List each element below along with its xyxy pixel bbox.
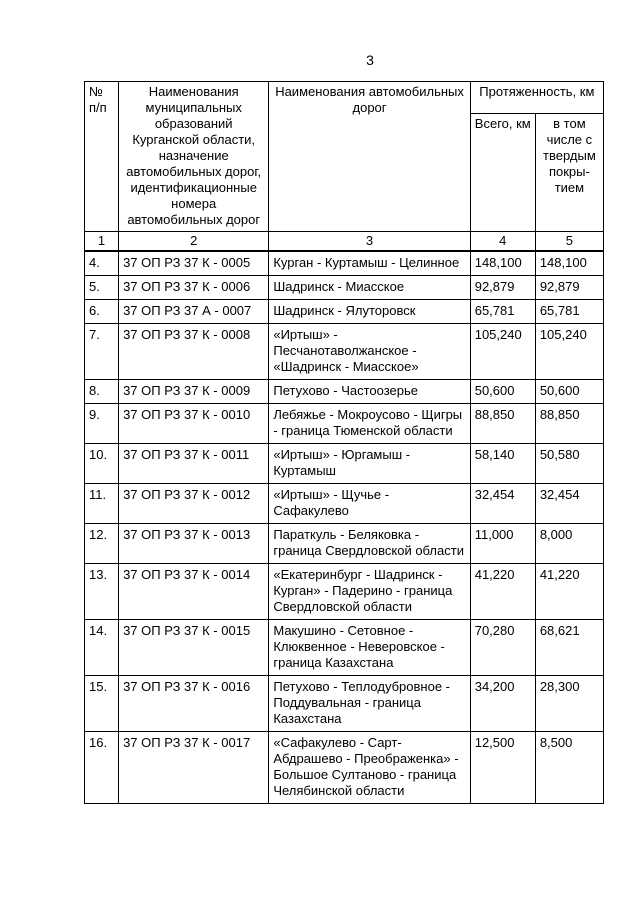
road-id: 37 ОП РЗ 37 А - 0007 — [119, 300, 269, 324]
road-name: «Иртыш» - Юргамыш - Куртамыш — [269, 444, 470, 484]
length-total: 11,000 — [470, 524, 535, 564]
row-num: 11. — [85, 484, 119, 524]
header-paved: в том числе с твердым покры-тием — [535, 114, 603, 232]
road-name: «Иртыш» - Песчанотаволжанское - «Шадринск - Миасское» — [269, 324, 470, 380]
length-total: 92,879 — [470, 276, 535, 300]
table-row — [85, 484, 604, 524]
length-total: 65,781 — [470, 300, 535, 324]
column-index: 5 — [535, 232, 603, 252]
length-total: 148,100 — [470, 251, 535, 276]
length-paved: 88,850 — [535, 404, 603, 444]
length-total: 41,220 — [470, 564, 535, 620]
header-num: № п/п — [85, 82, 119, 232]
row-num: 6. — [85, 300, 119, 324]
length-total: 105,240 — [470, 324, 535, 380]
table-body — [85, 251, 604, 804]
road-name: «Сафакулево - Сарт-Абдрашево - Преображенка» - Большое Султаново - граница Челябинской области — [269, 732, 470, 804]
page-number: 3 — [366, 52, 374, 68]
row-num: 15. — [85, 676, 119, 732]
table-row — [85, 444, 604, 484]
row-num: 7. — [85, 324, 119, 380]
column-index: 3 — [269, 232, 470, 252]
roads-table — [84, 81, 604, 804]
length-total: 12,500 — [470, 732, 535, 804]
length-paved: 105,240 — [535, 324, 603, 380]
road-id: 37 ОП РЗ 37 К - 0012 — [119, 484, 269, 524]
length-paved: 65,781 — [535, 300, 603, 324]
table-row — [85, 300, 604, 324]
road-name: Курган - Куртамыш - Целинное — [269, 251, 470, 276]
length-paved: 68,621 — [535, 620, 603, 676]
table-row — [85, 251, 604, 276]
road-name: Петухово - Теплодубровное - Поддувальная - граница Казахстана — [269, 676, 470, 732]
row-num: 9. — [85, 404, 119, 444]
length-paved: 28,300 — [535, 676, 603, 732]
table-row — [85, 676, 604, 732]
length-paved: 92,879 — [535, 276, 603, 300]
length-total: 70,280 — [470, 620, 535, 676]
table-row — [85, 620, 604, 676]
road-name: «Иртыш» - Щучье - Сафакулево — [269, 484, 470, 524]
table-row — [85, 380, 604, 404]
length-paved: 32,454 — [535, 484, 603, 524]
table-row — [85, 276, 604, 300]
length-paved: 41,220 — [535, 564, 603, 620]
row-num: 10. — [85, 444, 119, 484]
road-id: 37 ОП РЗ 37 К - 0011 — [119, 444, 269, 484]
row-num: 14. — [85, 620, 119, 676]
length-total: 34,200 — [470, 676, 535, 732]
table-row — [85, 732, 604, 804]
road-name: Петухово - Частоозерье — [269, 380, 470, 404]
length-paved: 8,000 — [535, 524, 603, 564]
length-total: 58,140 — [470, 444, 535, 484]
header-length: Протяженность, км — [470, 82, 603, 114]
length-total: 50,600 — [470, 380, 535, 404]
header-road-names: Наименования автомобильных дорог — [269, 82, 470, 232]
length-paved: 148,100 — [535, 251, 603, 276]
road-name: Макушино - Сетовное - Клюквенное - Неверовское - граница Казахстана — [269, 620, 470, 676]
road-id: 37 ОП РЗ 37 К - 0014 — [119, 564, 269, 620]
table-row — [85, 524, 604, 564]
length-paved: 50,600 — [535, 380, 603, 404]
road-id: 37 ОП РЗ 37 К - 0016 — [119, 676, 269, 732]
column-index: 1 — [85, 232, 119, 252]
row-num: 13. — [85, 564, 119, 620]
table-row — [85, 564, 604, 620]
row-num: 5. — [85, 276, 119, 300]
road-name: «Екатеринбург - Шадринск - Курган» - Падерино - граница Свердловской области — [269, 564, 470, 620]
road-id: 37 ОП РЗ 37 К - 0005 — [119, 251, 269, 276]
road-id: 37 ОП РЗ 37 К - 0006 — [119, 276, 269, 300]
header-total: Всего, км — [470, 114, 535, 232]
length-paved: 50,580 — [535, 444, 603, 484]
length-paved: 8,500 — [535, 732, 603, 804]
road-id: 37 ОП РЗ 37 К - 0013 — [119, 524, 269, 564]
road-name: Шадринск - Миасское — [269, 276, 470, 300]
column-index: 4 — [470, 232, 535, 252]
road-name: Лебяжье - Мокроусово - Щигры - граница Тюменской области — [269, 404, 470, 444]
length-total: 88,850 — [470, 404, 535, 444]
table-row — [85, 324, 604, 380]
header-municipal: Наименования муниципальных образований Курганской области, назначение автомобильных дорог, идентификационные номера автомобильных дорог — [119, 82, 269, 232]
row-num: 16. — [85, 732, 119, 804]
column-index: 2 — [119, 232, 269, 252]
row-num: 12. — [85, 524, 119, 564]
row-num: 8. — [85, 380, 119, 404]
road-id: 37 ОП РЗ 37 К - 0010 — [119, 404, 269, 444]
road-id: 37 ОП РЗ 37 К - 0015 — [119, 620, 269, 676]
table-row — [85, 404, 604, 444]
road-name: Шадринск - Ялуторовск — [269, 300, 470, 324]
length-total: 32,454 — [470, 484, 535, 524]
road-id: 37 ОП РЗ 37 К - 0009 — [119, 380, 269, 404]
road-id: 37 ОП РЗ 37 К - 0017 — [119, 732, 269, 804]
road-name: Параткуль - Беляковка - граница Свердловской области — [269, 524, 470, 564]
row-num: 4. — [85, 251, 119, 276]
road-id: 37 ОП РЗ 37 К - 0008 — [119, 324, 269, 380]
